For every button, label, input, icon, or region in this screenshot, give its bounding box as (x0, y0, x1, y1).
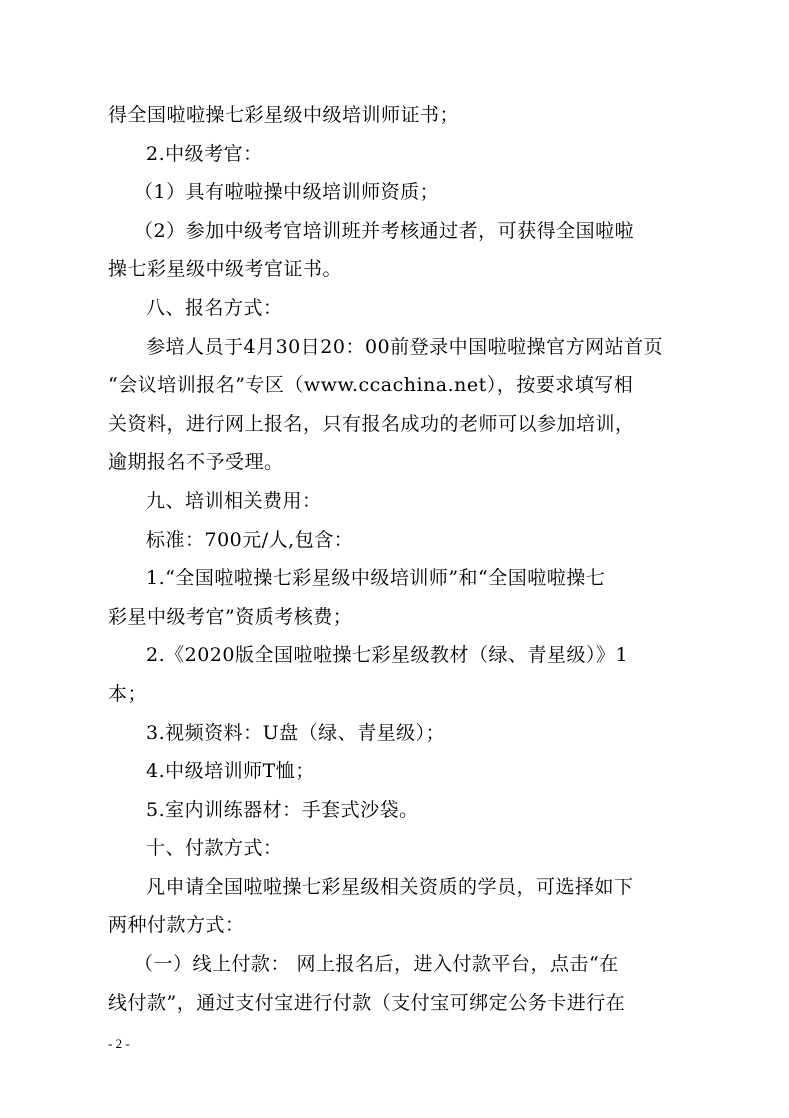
text-line: 操七彩星级中级考官证书。 (108, 258, 343, 281)
section-heading: 八、报名方式： (146, 296, 283, 319)
text-line: 线付款”，通过支付宝进行付款（支付宝可绑定公务卡进行在 (108, 991, 626, 1014)
list-item: 1.“全国啦啦操七彩星级中级培训师”和“全国啦啦操七 (146, 567, 606, 590)
text-line: 参培人员于4月30日20：00前登录中国啦啦操官方网站首页 (146, 335, 664, 358)
text-line: 彩星中级考官”资质考核费； (108, 605, 353, 628)
text-line: （2）参加中级考官培训班并考核通过者，可获得全国啦啦 (134, 219, 635, 242)
list-item: 2.《2020版全国啦啦操七彩星级教材（绿、青星级）》1 (146, 644, 629, 667)
list-item: 3.视频资料：U盘（绿、青星级）； (146, 721, 446, 744)
list-item: 4.中级培训师T恤； (146, 760, 315, 783)
text-line: （一）线上付款： 网上报名后，进入付款平台，点击“在 (134, 953, 619, 976)
text-line: 两种付款方式： (108, 914, 245, 937)
text-line: （1）具有啦啦操中级培训师资质； (134, 181, 440, 204)
text-line: 得全国啦啦操七彩星级中级培训师证书； (108, 104, 460, 126)
section-heading: 十、付款方式： (146, 837, 283, 860)
page-number: - 2 - (108, 1036, 130, 1051)
text-line: 关资料，进行网上报名，只有报名成功的老师可以参加培训， (108, 412, 635, 435)
list-item: 5.室内训练器材：手套式沙袋。 (146, 798, 419, 821)
text-line: 凡申请全国啦啦操七彩星级相关资质的学员，可选择如下 (146, 875, 634, 898)
section-heading: 九、培训相关费用： (146, 489, 322, 512)
text-line: 标准：700元/人,包含： (146, 528, 354, 551)
text-line: 逾期报名不予受理。 (108, 451, 284, 474)
section-heading: 2.中级考官： (146, 142, 263, 165)
text-line: 本； (108, 682, 148, 705)
text-line: “会议培训报名”专区（www.ccachina.net），按要求填写相 (108, 374, 634, 397)
document-body (108, 96, 688, 1022)
